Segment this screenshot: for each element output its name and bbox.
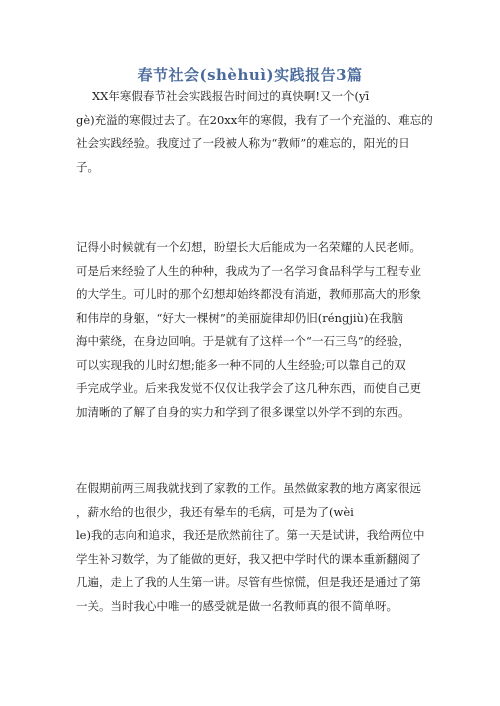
paragraph-line: gè)充溢的寒假过去了。在20xx年的寒假，我有了一个充溢的、难忘的 bbox=[76, 112, 433, 127]
paragraph-line: 可是后来经验了人生的种种，我成为了一名学习食品科学与工程专业 bbox=[76, 263, 421, 278]
paragraph-1 bbox=[76, 85, 433, 179]
paragraph-line: 一关。当时我心中唯一的感受就是做一名教师真的很不简单呀。 bbox=[76, 598, 398, 613]
paragraph-2 bbox=[76, 236, 426, 424]
paragraph-line: 子。 bbox=[76, 159, 99, 174]
paragraph-line: 在假期前两三周我就找到了家教的工作。虽然做家教的地方离家很远 bbox=[76, 481, 421, 495]
paragraph-line: 手完成学业。后来我发觉不仅仅让我学会了这几种东西，而使自己更 bbox=[76, 381, 421, 395]
page-title: 春节社会(shèhuì)实践报告3篇 bbox=[137, 66, 363, 84]
paragraph-line: 加清晰的了解了自身的实力和学到了很多课堂以外学不到的东西。 bbox=[76, 404, 410, 419]
paragraph-line: 和伟岸的身躯，“好大一棵树”的美丽旋律却仍旧(réngjiù)在我脑 bbox=[76, 310, 403, 325]
paragraph-line: XX年寒假春节社会实践报告时间过的真快啊!又一个(yī bbox=[92, 89, 370, 103]
paragraph-line: 学生补习数学，为了能做的更好，我又把中学时代的课本重新翻阅了 bbox=[76, 551, 421, 566]
paragraph-line: 可以实现我的儿时幻想;能多一种不同的人生经验;可以靠自己的双 bbox=[76, 357, 406, 372]
paragraph-line: le)我的志向和追求，我还是欣然前往了。第一天是试讲，我给两位中 bbox=[76, 528, 425, 542]
paragraph-line: 几遍，走上了我的人生第一讲。尽管有些惊慌，但是我还是通过了第 bbox=[76, 575, 421, 589]
paragraph-line: 海中萦绕，在身边回响。于是就有了这样一个“一石三鸟”的经验， bbox=[76, 334, 410, 348]
paragraph-3 bbox=[76, 477, 426, 618]
paragraph-line: 的大学生。可儿时的那个幻想却始终都没有消逝，教师那高大的形象 bbox=[76, 287, 421, 301]
paragraph-line: 记得小时候就有一个幻想，盼望长大后能成为一名荣耀的人民老师。 bbox=[76, 240, 421, 254]
paragraph-line: 社会实践经验。我度过了一段被人称为“教师”的难忘的，阳光的日 bbox=[76, 136, 410, 150]
paragraph-line: ，薪水给的也很少，我还有晕车的毛病，可是为了(wèi bbox=[76, 504, 354, 519]
